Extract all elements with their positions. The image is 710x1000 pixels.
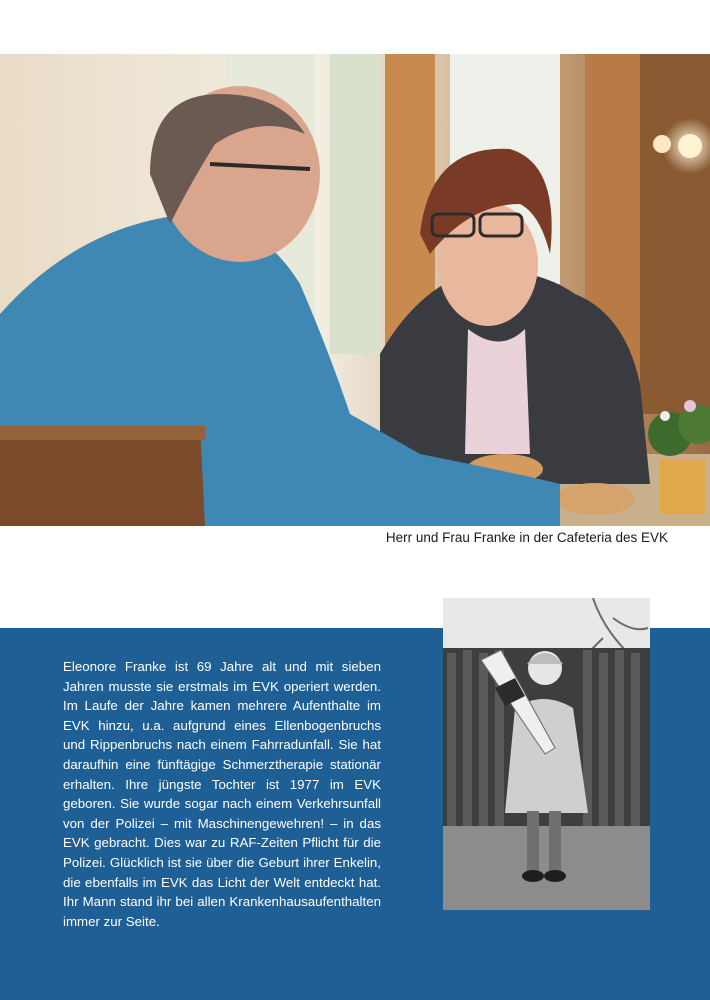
school-child-photo: [443, 598, 650, 910]
photo-caption: Herr und Frau Franke in der Cafeteria des EVK: [385, 530, 668, 545]
cafeteria-photo: [0, 54, 710, 526]
story-text: Eleonore Franke ist 69 Jahre alt und mit sieben Jahren musste sie erstmals im EVK operiert werden. Im Laufe der Jahre kamen mehrere Aufenthalte im EVK hinzu, u.a. aufgrund eines Ellenbogenbruchs und Rippenbruchs nach einem Fahrradunfall. Sie hat daraufhin eine fünftägige Schmerztherapie stationär erhalten. Ihre jüngste Tochter ist 1977 im EVK geboren. Sie wurde sogar nach einem Verkehrsunfall von der Polizei – mit Maschinengewehren! – in das EVK gebracht. Dies war zu RAF-Zeiten Pflicht für die Polizei. Glücklich ist sie über die Geburt ihrer Enkelin, die ebenfalls im EVK das Licht der Welt entdeckt hat. Ihr Mann stand ihr bei allen Krankenhausaufenthalten immer zur Seite.: [63, 659, 381, 929]
